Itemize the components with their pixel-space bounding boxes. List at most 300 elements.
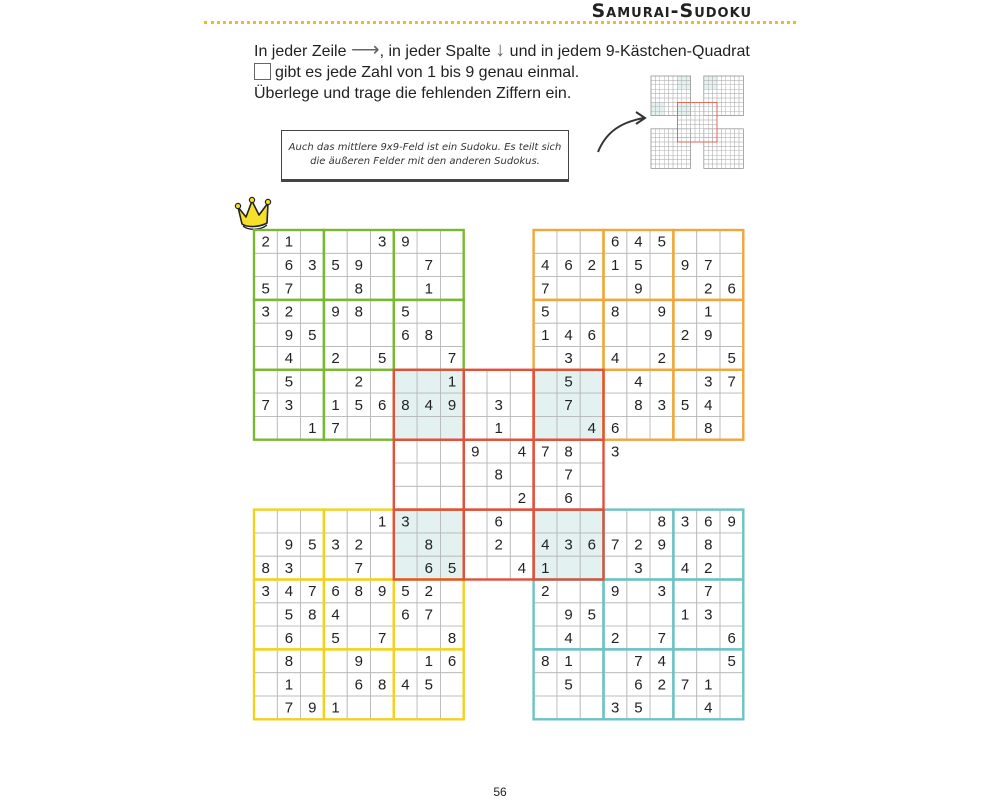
cell-digit: 2 <box>704 559 713 577</box>
cell-digit: 2 <box>704 280 713 298</box>
cell <box>324 370 347 393</box>
cell-digit: 3 <box>704 373 713 391</box>
cell-digit: 8 <box>541 653 550 671</box>
cell <box>604 277 627 300</box>
cell <box>650 253 673 276</box>
cell <box>394 440 417 463</box>
cell-digit: 1 <box>541 559 550 577</box>
cell <box>464 393 487 416</box>
cell-digit: 6 <box>494 513 503 531</box>
cell <box>673 300 696 323</box>
cell-digit: 4 <box>610 350 620 368</box>
cell-digit: 6 <box>564 256 573 274</box>
cell-digit: 2 <box>517 489 527 507</box>
cell-digit: 6 <box>704 513 713 531</box>
cell-digit: 5 <box>564 373 573 391</box>
cell-digit: 9 <box>680 256 690 274</box>
cell <box>604 649 627 672</box>
cell-digit: 7 <box>424 606 433 624</box>
cell-digit: 3 <box>284 396 294 414</box>
cell <box>417 300 440 323</box>
cell-digit: 3 <box>657 396 666 414</box>
cell <box>440 696 463 719</box>
cell-digit: 3 <box>261 583 270 601</box>
cell <box>534 347 557 370</box>
cell <box>650 323 673 346</box>
cell <box>697 347 720 370</box>
cell <box>371 649 394 672</box>
cell <box>534 696 557 719</box>
cell <box>371 277 394 300</box>
cell-digit: 1 <box>424 280 433 298</box>
cell <box>440 277 463 300</box>
cell-digit: 1 <box>284 676 294 694</box>
cell <box>440 440 463 463</box>
cell <box>720 393 743 416</box>
cell <box>301 277 324 300</box>
cell-digit: 5 <box>284 606 294 624</box>
cell-digit: 6 <box>610 420 620 438</box>
cell <box>347 347 370 370</box>
cell <box>301 649 324 672</box>
cell-digit: 8 <box>634 396 643 414</box>
cell-digit: 9 <box>657 536 666 554</box>
cell <box>580 673 603 696</box>
cell <box>534 603 557 626</box>
cell-digit: 2 <box>354 373 364 391</box>
cell <box>301 300 324 323</box>
cell <box>627 347 650 370</box>
cell-digit: 7 <box>308 583 317 601</box>
cell-digit: 1 <box>424 653 433 671</box>
cell <box>510 510 533 533</box>
down-arrow-icon: ↓ <box>495 39 506 61</box>
cell-digit: 3 <box>564 350 573 368</box>
cell <box>254 253 277 276</box>
cell <box>417 230 440 253</box>
cell <box>324 230 347 253</box>
cell-digit: 9 <box>610 583 620 601</box>
cell-digit: 6 <box>401 326 410 344</box>
cell <box>254 673 277 696</box>
cell-digit: 4 <box>657 653 666 671</box>
cell <box>371 253 394 276</box>
cell <box>254 626 277 649</box>
cell <box>254 510 277 533</box>
cell <box>650 603 673 626</box>
cell <box>697 649 720 672</box>
cell-digit: 4 <box>284 583 294 601</box>
cell-digit: 4 <box>704 699 713 717</box>
page-number: 56 <box>493 785 507 799</box>
cell <box>673 533 696 556</box>
cell-digit: 5 <box>634 256 643 274</box>
cell <box>557 580 580 603</box>
cell <box>557 230 580 253</box>
info-note: Auch das mittlere 9x9-Feld ist ein Sudoku. Es teilt sich die äußeren Felder mit den anderen Sudokus. <box>281 130 569 182</box>
cell <box>254 347 277 370</box>
cell-digit: 5 <box>401 583 410 601</box>
cell <box>673 626 696 649</box>
cell-digit: 9 <box>377 583 387 601</box>
cell-digit: 8 <box>261 559 270 577</box>
cell-digit: 3 <box>494 396 503 414</box>
cell <box>440 463 463 486</box>
cell-digit: 5 <box>377 350 387 368</box>
cell-digit: 3 <box>261 303 270 321</box>
cell-digit: 7 <box>634 653 643 671</box>
cell-digit: 2 <box>657 676 666 694</box>
cell <box>324 556 347 579</box>
cell <box>394 347 417 370</box>
cell <box>347 510 370 533</box>
instruction-text: und in jedem 9-Kästchen-Quadrat <box>505 43 750 60</box>
cell-digit: 2 <box>657 350 666 368</box>
cell-digit: 7 <box>541 280 550 298</box>
cell-digit: 8 <box>447 629 457 647</box>
cell-digit: 4 <box>331 606 340 624</box>
cell <box>510 393 533 416</box>
cell-digit: 5 <box>447 559 457 577</box>
cell-digit: 2 <box>494 536 503 554</box>
cell-digit: 1 <box>377 513 387 531</box>
cell-digit: 4 <box>564 629 573 647</box>
cell-digit: 8 <box>564 443 573 461</box>
cell <box>347 696 370 719</box>
cell <box>604 370 627 393</box>
cell-digit: 4 <box>541 256 550 274</box>
cell <box>254 649 277 672</box>
cell-digit: 8 <box>657 513 666 531</box>
cell <box>347 416 370 439</box>
cell-digit: 5 <box>331 256 340 274</box>
cell-digit: 7 <box>564 396 573 414</box>
cell-digit: 5 <box>587 606 597 624</box>
cell-digit: 8 <box>401 396 410 414</box>
cell <box>650 370 673 393</box>
cell-digit: 6 <box>587 326 597 344</box>
cell <box>394 696 417 719</box>
cell-digit: 9 <box>354 653 364 671</box>
cell-digit: 8 <box>424 536 433 554</box>
cell-digit: 8 <box>308 606 317 624</box>
cell <box>580 626 603 649</box>
cell <box>627 323 650 346</box>
cell <box>510 463 533 486</box>
cell <box>417 626 440 649</box>
cell-digit: 6 <box>587 536 597 554</box>
cell <box>604 673 627 696</box>
cell <box>464 556 487 579</box>
cell-digit: 6 <box>284 629 294 647</box>
cell <box>464 463 487 486</box>
cell-digit: 4 <box>680 559 690 577</box>
cell-digit: 9 <box>331 303 340 321</box>
cell <box>697 230 720 253</box>
cell <box>417 486 440 509</box>
cell <box>440 580 463 603</box>
cell <box>580 300 603 323</box>
cell <box>627 603 650 626</box>
cell-digit: 9 <box>447 396 457 414</box>
cell-digit: 9 <box>727 513 736 531</box>
cell <box>720 533 743 556</box>
cell <box>394 486 417 509</box>
cell <box>301 230 324 253</box>
cell-digit: 8 <box>377 676 387 694</box>
cell-digit: 5 <box>424 676 433 694</box>
cell <box>673 277 696 300</box>
cell-digit: 5 <box>727 350 736 368</box>
cell-digit: 3 <box>704 606 713 624</box>
cell <box>464 370 487 393</box>
cell-digit: 6 <box>727 629 736 647</box>
cell-digit: 1 <box>331 699 340 717</box>
cell-digit: 8 <box>284 653 294 671</box>
cell <box>464 510 487 533</box>
cell <box>604 603 627 626</box>
cell <box>510 533 533 556</box>
cell-digit: 7 <box>284 280 294 298</box>
cell-digit: 4 <box>564 326 573 344</box>
cell-digit: 7 <box>704 256 713 274</box>
cell <box>580 649 603 672</box>
instruction-line-3: Überlege und trage die fehlenden Ziffern ein. <box>254 85 572 102</box>
cell <box>324 649 347 672</box>
cell <box>673 649 696 672</box>
cell <box>580 580 603 603</box>
cell <box>673 230 696 253</box>
cell <box>324 323 347 346</box>
cell <box>347 603 370 626</box>
cell <box>347 626 370 649</box>
cell <box>720 696 743 719</box>
cell-digit: 6 <box>284 256 294 274</box>
cell-digit: 5 <box>657 233 666 251</box>
cell-digit: 1 <box>704 303 713 321</box>
cell-digit: 4 <box>424 396 433 414</box>
cell <box>440 323 463 346</box>
cell-digit: 3 <box>610 699 620 717</box>
cell <box>371 556 394 579</box>
cell <box>301 347 324 370</box>
cell <box>627 300 650 323</box>
cell-digit: 1 <box>704 676 713 694</box>
cell-digit: 1 <box>564 653 573 671</box>
cell <box>301 510 324 533</box>
cell-digit: 6 <box>610 233 620 251</box>
cell-digit: 7 <box>657 629 666 647</box>
cell <box>580 463 603 486</box>
cell <box>720 323 743 346</box>
cell-digit: 8 <box>354 280 364 298</box>
cell <box>417 347 440 370</box>
cell-digit: 3 <box>377 233 387 251</box>
cell-digit: 7 <box>447 350 457 368</box>
cell-digit: 3 <box>564 536 573 554</box>
cell <box>627 626 650 649</box>
cell-digit: 1 <box>541 326 550 344</box>
cell <box>277 510 300 533</box>
cell-digit: 5 <box>727 653 736 671</box>
cell-digit: 1 <box>447 373 457 391</box>
cell-digit: 4 <box>634 373 643 391</box>
cell <box>440 230 463 253</box>
cell <box>580 347 603 370</box>
cell-digit: 7 <box>541 443 550 461</box>
cell <box>464 486 487 509</box>
cell-digit: 1 <box>331 396 340 414</box>
cell-digit: 7 <box>680 676 690 694</box>
cell-digit: 5 <box>284 373 294 391</box>
cell <box>301 556 324 579</box>
cell <box>627 580 650 603</box>
cell-digit: 6 <box>634 676 643 694</box>
cell <box>720 603 743 626</box>
cell <box>301 673 324 696</box>
cell <box>440 603 463 626</box>
cell-digit: 4 <box>517 559 527 577</box>
page-header-title: Samurai-Sudoku <box>591 0 752 22</box>
cell <box>604 323 627 346</box>
cell <box>440 486 463 509</box>
cell-digit: 5 <box>541 303 550 321</box>
cell <box>580 440 603 463</box>
cell <box>440 673 463 696</box>
cell-digit: 4 <box>634 233 643 251</box>
cell <box>254 416 277 439</box>
cell-digit: 5 <box>261 280 270 298</box>
cell-digit: 6 <box>564 489 573 507</box>
cell-digit: 4 <box>704 396 713 414</box>
cell-digit: 4 <box>284 350 294 368</box>
instruction-text: , in jeder Spalte <box>379 43 496 60</box>
cell <box>440 300 463 323</box>
cell <box>534 486 557 509</box>
cell-digit: 8 <box>494 466 503 484</box>
cell <box>371 696 394 719</box>
cell-digit: 3 <box>284 559 294 577</box>
cell-digit: 2 <box>680 326 690 344</box>
cell-digit: 2 <box>354 536 364 554</box>
cell-digit: 5 <box>331 629 340 647</box>
cell <box>557 300 580 323</box>
cell <box>720 416 743 439</box>
cell-digit: 5 <box>308 326 317 344</box>
cell-digit: 7 <box>704 583 713 601</box>
cell <box>650 696 673 719</box>
cell <box>371 323 394 346</box>
instruction-text: gibt es jede Zahl von 1 bis 9 genau einmal. <box>275 64 580 81</box>
cell <box>347 323 370 346</box>
cell-digit: 6 <box>401 606 410 624</box>
grid-center-box <box>394 440 464 510</box>
cell-digit: 3 <box>401 513 410 531</box>
cell-digit: 4 <box>587 420 597 438</box>
cell-digit: 2 <box>284 303 294 321</box>
cell-digit: 5 <box>564 676 573 694</box>
cell-digit: 2 <box>331 350 340 368</box>
cell <box>277 416 300 439</box>
cell <box>650 277 673 300</box>
cell <box>510 416 533 439</box>
cell-digit: 3 <box>680 513 690 531</box>
cell <box>254 533 277 556</box>
cell-digit: 7 <box>564 466 573 484</box>
cell <box>604 393 627 416</box>
cell <box>487 370 510 393</box>
cell <box>301 370 324 393</box>
cell-digit: 7 <box>610 536 620 554</box>
cell-digit: 5 <box>401 303 410 321</box>
cell-digit: 3 <box>610 443 620 461</box>
cell <box>534 230 557 253</box>
cell <box>627 416 650 439</box>
cell-digit: 1 <box>610 256 620 274</box>
cell-digit: 9 <box>284 326 294 344</box>
cell <box>697 626 720 649</box>
cell <box>720 300 743 323</box>
cell <box>371 416 394 439</box>
cell-digit: 5 <box>634 699 643 717</box>
cell <box>650 556 673 579</box>
cell-digit: 9 <box>308 699 317 717</box>
cell <box>720 673 743 696</box>
cell-digit: 3 <box>657 583 666 601</box>
instruction-text: In jeder Zeile <box>254 43 351 60</box>
cell-digit: 9 <box>634 280 643 298</box>
cell-digit: 9 <box>401 233 410 251</box>
cell <box>534 626 557 649</box>
cell <box>417 696 440 719</box>
cell <box>604 556 627 579</box>
cell <box>324 510 347 533</box>
cell <box>254 603 277 626</box>
cell-digit: 2 <box>587 256 597 274</box>
cell-digit: 1 <box>494 420 503 438</box>
cell-digit: 6 <box>354 676 364 694</box>
cell-digit: 3 <box>308 256 317 274</box>
cell <box>394 626 417 649</box>
cell <box>534 463 557 486</box>
cell-digit: 4 <box>517 443 527 461</box>
cell <box>394 649 417 672</box>
cell-digit: 9 <box>704 326 713 344</box>
cell <box>673 370 696 393</box>
cell-digit: 1 <box>284 233 294 251</box>
cell-digit: 9 <box>284 536 294 554</box>
cell-digit: 7 <box>727 373 736 391</box>
cell-digit: 2 <box>610 629 620 647</box>
cell-digit: 3 <box>634 559 643 577</box>
cell-digit: 7 <box>284 699 294 717</box>
cell-digit: 7 <box>331 420 340 438</box>
cell-digit: 3 <box>331 536 340 554</box>
cell-digit: 9 <box>471 443 480 461</box>
cell <box>371 533 394 556</box>
cell-digit: 8 <box>424 326 433 344</box>
cell-digit: 5 <box>354 396 364 414</box>
cell <box>254 696 277 719</box>
cell <box>580 230 603 253</box>
cell-digit: 7 <box>354 559 364 577</box>
cell <box>487 440 510 463</box>
right-arrow-icon: ⟶ <box>350 39 380 61</box>
cell <box>394 277 417 300</box>
cell <box>301 626 324 649</box>
cell-digit: 9 <box>657 303 666 321</box>
cell-digit: 8 <box>354 303 364 321</box>
